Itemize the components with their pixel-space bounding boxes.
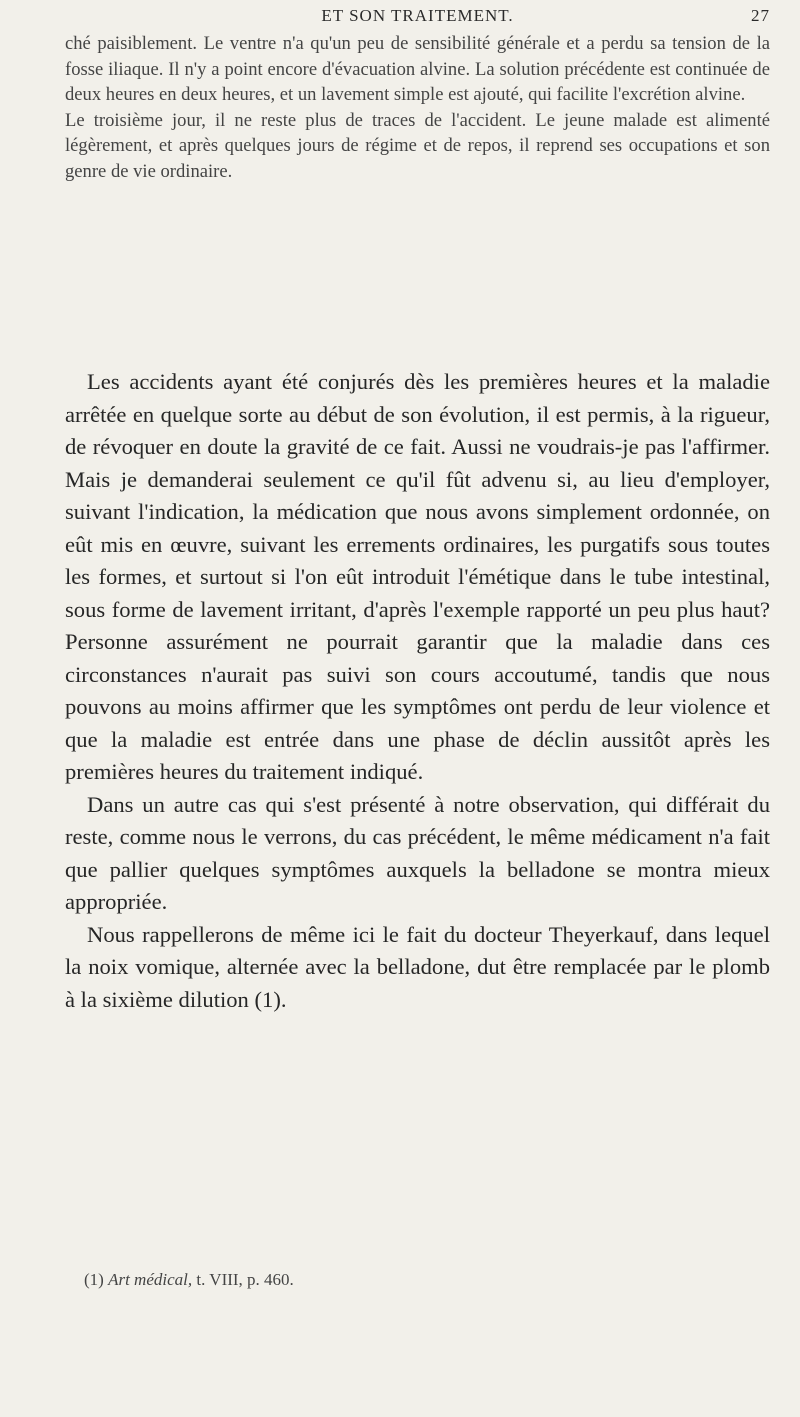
- paragraph: Nous rappellerons de même ici le fait du docteur Theyerkauf, dans lequel la noix vomique, alternée avec la belladone, dut être remplacée par le plomb à la sixième dilution (1).: [65, 921, 770, 1012]
- footnote: [84, 1270, 294, 1290]
- running-title: ET SON TRAITEMENT.: [321, 6, 514, 25]
- page-header: [65, 6, 770, 32]
- case-report-text: [65, 31, 770, 185]
- paragraph: Le troisième jour, il ne reste plus de traces de l'accident. Le jeune malade est alimenté légèrement, et après quelques jours de régime et de repos, il reprend ses occupations et son genre de vie ordinaire.: [65, 109, 770, 182]
- paragraph: Dans un autre cas qui s'est présenté à notre observation, qui différait du reste, comme nous le verrons, du cas précédent, le même médicament n'a fait que pallier quelques symptômes auxquels la belladone se montra mieux appropriée.: [65, 791, 770, 914]
- page-number: 27: [751, 6, 770, 25]
- footnote-marker: (1): [84, 1270, 104, 1289]
- paragraph: ché paisiblement. Le ventre n'a qu'un peu de sensibilité générale et a perdu sa tension de la fosse iliaque. Il n'y a point encore d'évacuation alvine. La solution précédente est continuée de deux heures en deux heures, et un lavement simple est ajouté, qui facilite l'excrétion alvine.: [65, 33, 770, 106]
- footnote-reference: t. VIII, p. 460.: [196, 1270, 294, 1289]
- paragraph: Les accidents ayant été conjurés dès les premières heures et la maladie arrêtée en quelque sorte au début de son évolution, il est permis, à la rigueur, de révoquer en doute la gravité de ce fait. Aussi ne voudrais-je pas l'affirmer. Mais je demanderai seulement ce qu'il fût advenu si, au lieu d'employer, suivant l'indication, la médication que nous avons simplement ordonnée, on eût mis en œuvre, suivant les errements ordinaires, les purgatifs sous toutes les formes, et surtout si l'on eût introduit l'émétique dans le tube intestinal, sous forme de lavement irritant, d'après l'exemple rapporté un peu plus haut? Personne assurément ne pourrait garantir que la maladie dans ces circonstances n'aurait pas suivi son cours accoutumé, tandis que nous pouvons au moins affirmer que les symptômes ont perdu de leur violence et que la maladie est entrée dans une phase de déclin aussitôt après les premières heures du traitement indiqué.: [65, 369, 770, 784]
- commentary-text: [65, 366, 770, 1016]
- footnote-source: Art médical,: [108, 1270, 193, 1289]
